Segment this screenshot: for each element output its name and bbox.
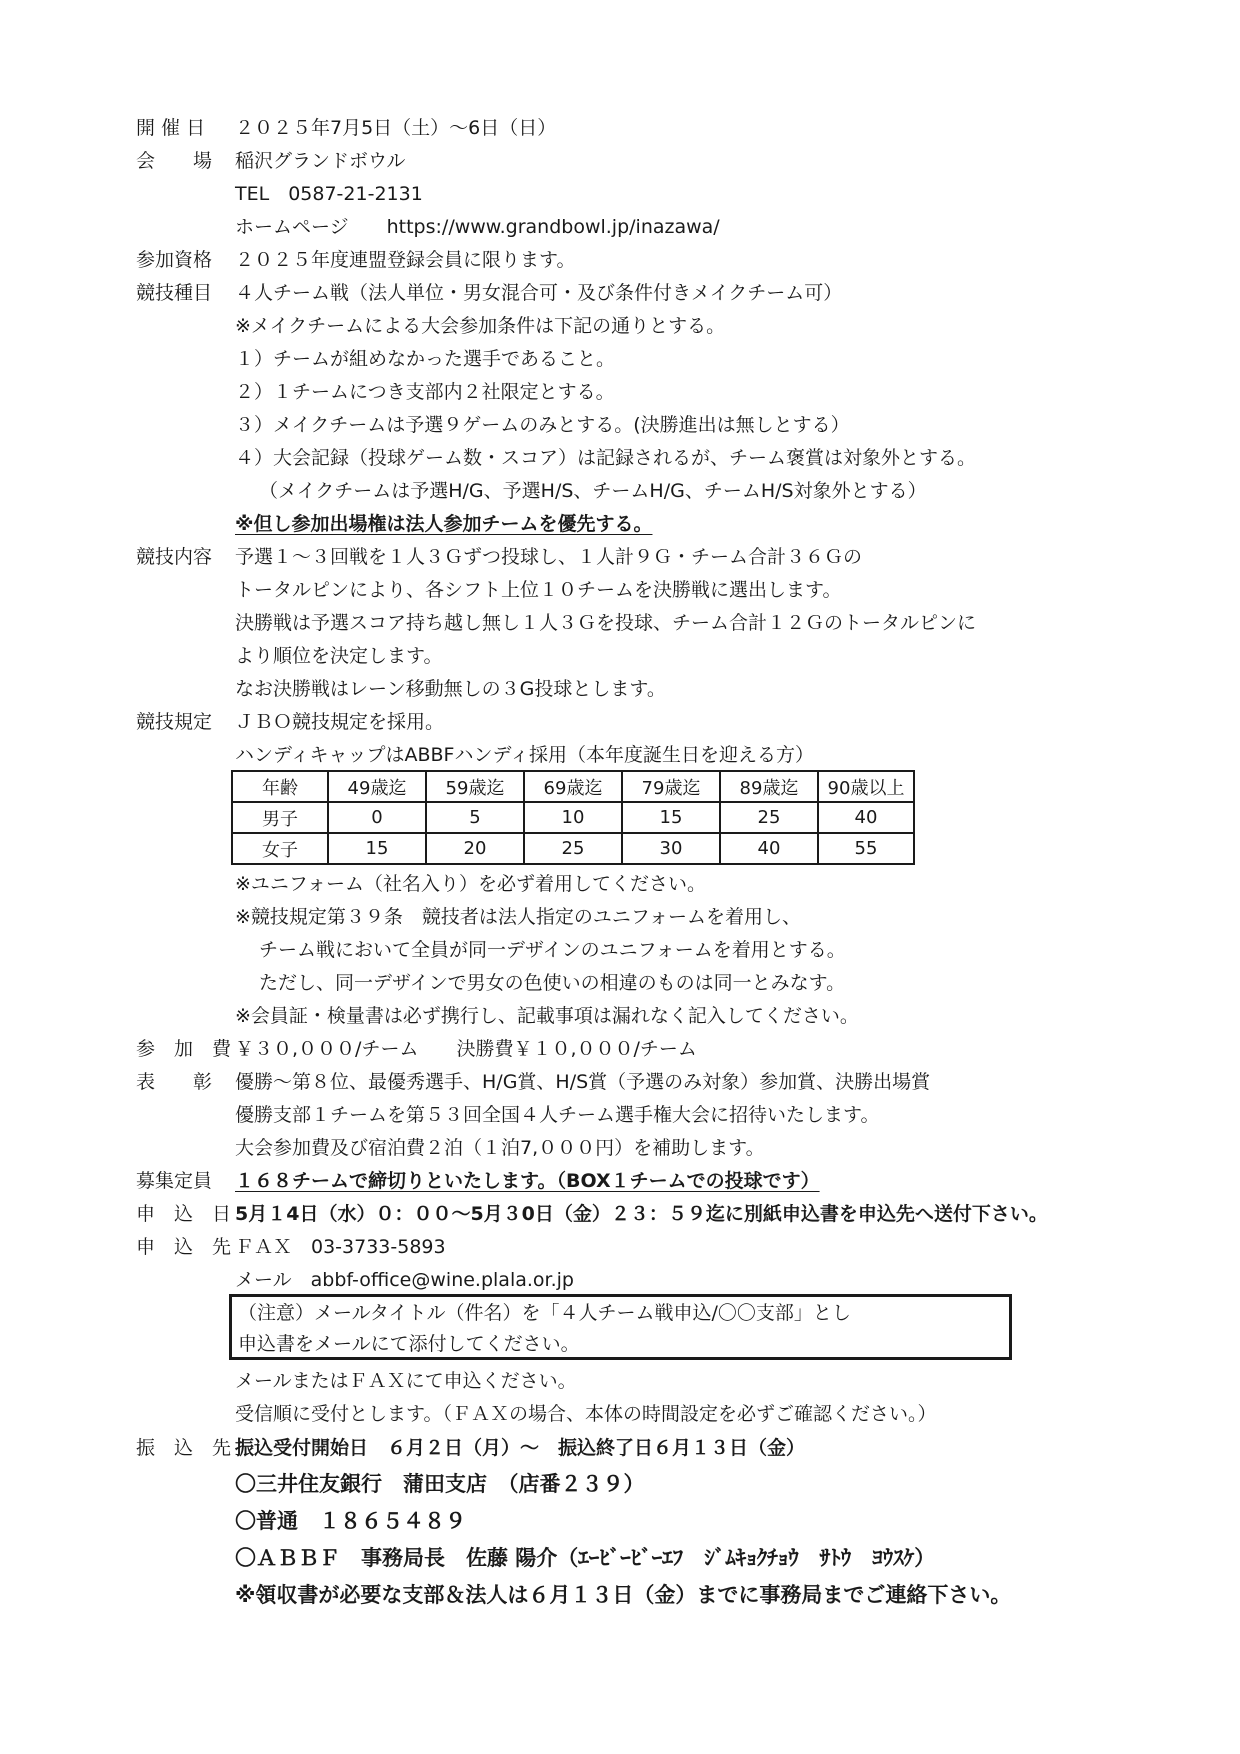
content-line: トータルピンにより、各シフト上位１０チームを決勝戦に選出します。	[235, 579, 842, 601]
rules-note: ※競技規定第３９条 競技者は法人指定のユニフォームを着用し、	[235, 906, 801, 928]
content-line: 決勝戦は予選スコア持ち越し無し１人３Ｇを投球、チーム合計１２Ｇのトータルピンに	[235, 612, 977, 634]
table-cell: 20	[426, 833, 524, 864]
rules-row	[0, 706, 1240, 738]
table-row	[232, 833, 914, 864]
event-line: （メイクチームは予選H/G、予選H/S、チームH/G、チームH/S対象外とする）	[259, 480, 927, 502]
eligibility-text: ２０２５年度連盟登録会員に限ります。	[235, 249, 576, 271]
application-date-label: 申 込 日	[136, 1203, 232, 1225]
table-cell: 女子	[232, 833, 328, 864]
table-header-cell: 69歳迄	[524, 771, 622, 802]
table-cell: 10	[524, 802, 622, 833]
schedule-row	[0, 112, 1240, 144]
venue-name: 稲沢グランドボウル	[235, 150, 406, 172]
content-row	[0, 541, 1240, 573]
fee-text: ￥３０,０００/チーム 決勝費￥１０,０００/チーム	[235, 1038, 697, 1060]
awards-line: 大会参加費及び宿泊費２泊（１泊7,０００円）を補助します。	[235, 1137, 765, 1159]
transfer-row	[0, 1432, 1240, 1464]
awards-line: 優勝～第８位、最優秀選手、H/G賞、H/S賞（予選のみ対象）参加賞、決勝出場賞	[235, 1071, 931, 1093]
transfer-receipt-note: ※領収書が必要な支部＆法人は６月１３日（金）までに事務局までご連絡下さい。	[235, 1583, 1012, 1607]
mail-notice-line: （注意）メールタイトル（件名）を「４人チーム戦申込/〇〇支部」とし	[238, 1302, 851, 1324]
venue-label: 会 場	[136, 150, 213, 172]
table-header-cell: 89歳迄	[720, 771, 818, 802]
table-cell: 0	[328, 802, 426, 833]
schedule-label: 開 催 日	[136, 117, 206, 139]
eligibility-label: 参加資格	[136, 249, 213, 271]
rules-note: ※会員証・検量書は必ず携行し、記載事項は漏れなく記入してください。	[235, 1005, 859, 1027]
application-fax: ＦＡＸ 03-3733-5893	[235, 1236, 446, 1258]
application-date-text: 5月１4日（水）０：００～5月３0日（金）２３：５９迄に別紙申込書を申込先へ送付下さい。	[235, 1203, 1048, 1225]
rules-note: チーム戦において全員が同一デザインのユニフォームを着用とする。	[259, 939, 846, 961]
event-line: ２）１チームにつき支部内２社限定とする。	[235, 381, 615, 403]
rules-label: 競技規定	[136, 711, 213, 733]
table-header-cell: 90歳以上	[818, 771, 914, 802]
table-cell: 25	[524, 833, 622, 864]
event-line: ４人チーム戦（法人単位・男女混合可・及び条件付きメイクチーム可）	[235, 282, 843, 304]
content-line: 予選１～３回戦を１人３Ｇずつ投球し、１人計９Ｇ・チーム合計３６Ｇの	[235, 546, 863, 568]
awards-row	[0, 1066, 1240, 1098]
transfer-bank: 〇三井住友銀行 蒲田支店 （店番２３９）	[235, 1472, 645, 1496]
venue-homepage[interactable]: ホームページ https://www.grandbowl.jp/inazawa/	[235, 216, 720, 238]
table-row	[232, 802, 914, 833]
application-note: 受信順に受付とします。（ＦＡＸの場合、本体の時間設定を必ずご確認ください。）	[235, 1403, 937, 1425]
venue-tel: TEL 0587-21-2131	[235, 183, 423, 205]
rules-line: ＪＢＯ競技規定を採用。	[235, 711, 445, 733]
schedule-text: ２０２５年7月5日（土）～6日（日）	[235, 117, 557, 139]
event-line: ※メイクチームによる大会参加条件は下記の通りとする。	[235, 315, 726, 337]
content-label: 競技内容	[136, 546, 213, 568]
handicap-table	[231, 770, 915, 865]
table-header-row	[232, 771, 914, 802]
content-line: なお決勝戦はレーン移動無しの３G投球とします。	[235, 678, 666, 700]
event-row	[0, 277, 1240, 309]
application-date-row	[0, 1198, 1240, 1230]
event-line: １）チームが組めなかった選手であること。	[235, 348, 616, 370]
transfer-label: 振 込 先	[136, 1437, 232, 1459]
table-cell: 男子	[232, 802, 328, 833]
application-note: メールまたはＦＡＸにて申込ください。	[235, 1370, 577, 1392]
capacity-text: １６８チームで締切りといたします。（BOX１チームでの投球です）	[235, 1170, 820, 1192]
table-header-cell: 49歳迄	[328, 771, 426, 802]
event-line: ３）メイクチームは予選９ゲームのみとする。(決勝進出は無しとする）	[235, 414, 850, 436]
table-cell: 40	[818, 802, 914, 833]
transfer-account: 〇普通 １８６５４８９	[235, 1509, 466, 1533]
transfer-period: 振込受付開始日 ６月２日（月）～ 振込終了日６月１３日（金）	[235, 1437, 806, 1459]
table-cell: 40	[720, 833, 818, 864]
table-cell: 30	[622, 833, 720, 864]
event-priority-note: ※但し参加出場権は法人参加チームを優先する。	[235, 513, 653, 535]
eligibility-row	[0, 244, 1240, 276]
awards-line: 優勝支部１チームを第５３回全国４人チーム選手権大会に招待いたします。	[235, 1104, 880, 1126]
application-mail[interactable]: メール abbf-office@wine.plala.or.jp	[235, 1269, 574, 1291]
venue-row	[0, 145, 1240, 177]
table-cell: 15	[328, 833, 426, 864]
content-line: より順位を決定します。	[235, 645, 443, 667]
rules-note: ※ユニフォーム（社名入り）を必ず着用してください。	[235, 873, 706, 895]
capacity-row	[0, 1165, 1240, 1197]
table-cell: 25	[720, 802, 818, 833]
table-header-cell: 年齢	[232, 771, 328, 802]
application-to-label: 申 込 先	[136, 1236, 232, 1258]
table-header-cell: 79歳迄	[622, 771, 720, 802]
rules-note: ただし、同一デザインで男女の色使いの相違のものは同一とみなす。	[259, 972, 846, 994]
mail-notice-box	[229, 1294, 1012, 1360]
awards-label: 表 彰	[136, 1071, 213, 1093]
mail-notice-line: 申込書をメールにて添付してください。	[238, 1333, 580, 1355]
table-cell: 5	[426, 802, 524, 833]
handicap-caption: ハンディキャップはABBFハンディ採用（本年度誕生日を迎える方）	[235, 744, 814, 766]
event-line: ４）大会記録（投球ゲーム数・スコア）は記録されるが、チーム褒賞は対象外とする。	[235, 447, 977, 469]
table-header-cell: 59歳迄	[426, 771, 524, 802]
application-to-row	[0, 1231, 1240, 1263]
table-cell: 55	[818, 833, 914, 864]
table-cell: 15	[622, 802, 720, 833]
transfer-holder: 〇ＡＢＢＦ 事務局長 佐藤 陽介（ｴｰﾋﾞｰﾋﾞｰｴﾌ ｼﾞﾑｷｮｸﾁｮｳ ｻﾄｳ ﾖｳｽｹ）	[235, 1546, 936, 1570]
event-label: 競技種目	[136, 282, 213, 304]
capacity-label: 募集定員	[136, 1170, 213, 1192]
fee-label: 参 加 費	[136, 1038, 232, 1060]
fee-row	[0, 1033, 1240, 1065]
